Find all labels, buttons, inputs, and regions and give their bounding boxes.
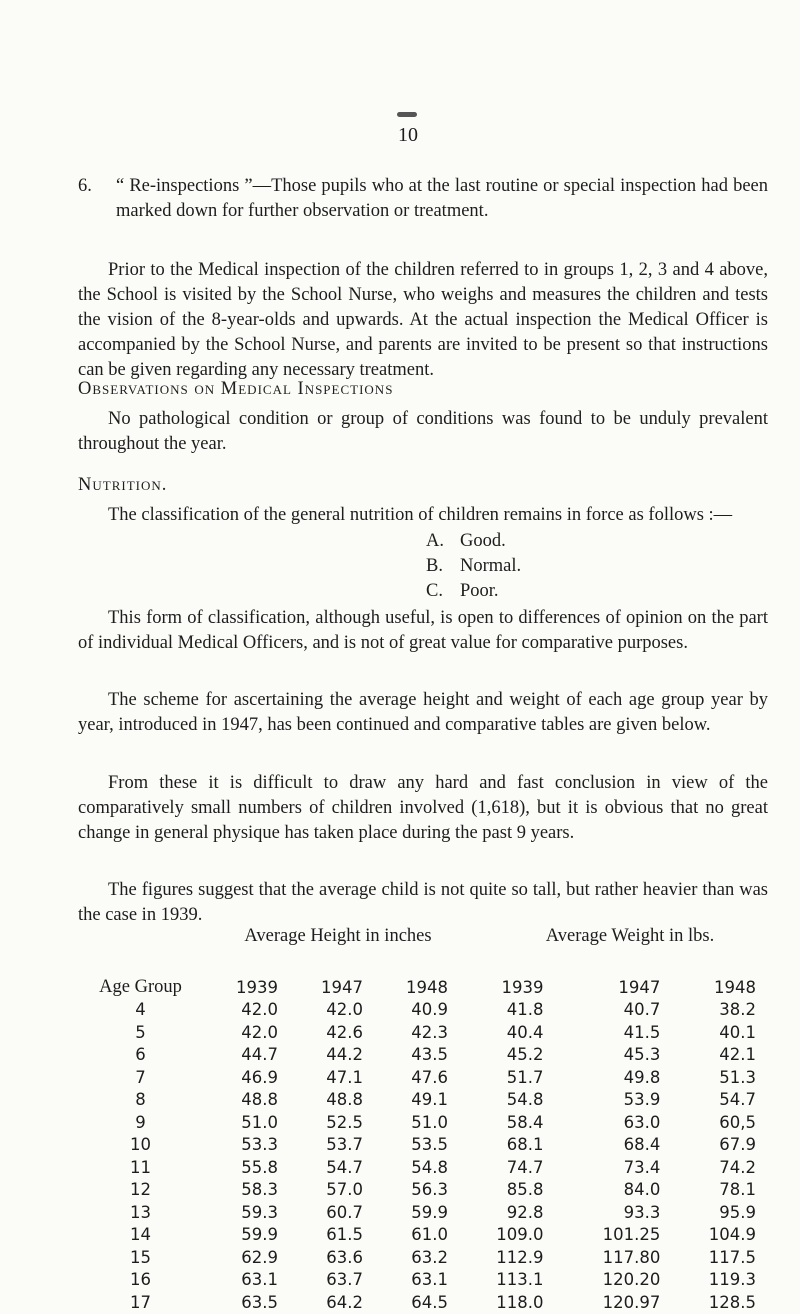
measurement-cell: 61.5 (326, 1225, 363, 1245)
observations-text: No pathological condition or group of conditions was found to be unduly prevalent throughout the year. (78, 409, 768, 454)
measurement-cell: 63.1 (241, 1270, 278, 1290)
age-group-cell: 16 (130, 1270, 151, 1290)
classification-item: A. Good. (426, 531, 506, 551)
measurement-cell: 51.3 (719, 1067, 756, 1087)
table-row (88, 1246, 756, 1269)
measurement-cell: 40.4 (506, 1022, 544, 1042)
measurement-cell: 59.3 (241, 1202, 278, 1222)
measurement-cell: 120.20 (602, 1270, 661, 1290)
conclusion-text: From these it is difficult to draw any hard and fast conclusion in view of the comparatively small numbers of children involved (1,618), but it is obvious that no great change in general physique has taken place during the past 9 years. (78, 773, 768, 843)
classification-intro-text: The classification of the general nutrition of children remains in force as follows :— (108, 505, 733, 525)
page-number: 10 (398, 124, 418, 146)
measurement-cell: 95.9 (719, 1202, 756, 1222)
measurement-cell: 63.5 (241, 1292, 278, 1312)
measurement-cell: 44.7 (241, 1045, 278, 1065)
observations-paragraph (78, 407, 768, 457)
measurement-cell: 54.7 (719, 1090, 756, 1110)
measurement-cell: 104.9 (708, 1225, 756, 1245)
measurement-cell: 38.2 (719, 1000, 756, 1020)
measurement-cell: 68.1 (506, 1135, 544, 1155)
measurement-cell: 113.1 (496, 1270, 544, 1290)
measurement-cell: 49.8 (623, 1067, 661, 1087)
age-group-header: Age Group (99, 976, 182, 997)
table-row (88, 1089, 756, 1112)
measurement-cell: 54.7 (326, 1157, 363, 1177)
measurement-cell: 93.3 (623, 1202, 661, 1222)
measurement-cell: 44.2 (326, 1045, 363, 1065)
measurement-cell: 59.9 (241, 1225, 278, 1245)
classification-note-paragraph (78, 606, 768, 656)
measurement-cell: 40.9 (411, 1000, 448, 1020)
age-group-cell: 12 (130, 1180, 151, 1200)
age-group-cell: 10 (130, 1135, 151, 1155)
age-group-cell: 8 (135, 1090, 146, 1110)
age-group-cell: 11 (130, 1157, 151, 1177)
figures-paragraph (78, 878, 768, 928)
table-header-row (88, 976, 756, 999)
measurement-cell: 45.3 (623, 1045, 661, 1065)
measurement-cell: 58.3 (241, 1180, 278, 1200)
age-group-cell: 13 (130, 1202, 151, 1222)
measurement-cell: 42.6 (326, 1022, 363, 1042)
item-number: 6. (78, 176, 92, 196)
measurement-cell: 42.3 (411, 1022, 448, 1042)
reinspections-text: “ Re-inspections ”—Those pupils who at the last routine or special inspection had been marked down for further observation or treatment. (116, 176, 768, 221)
measurement-cell: 117.80 (602, 1247, 661, 1267)
table-row (88, 1156, 756, 1179)
measurement-cell: 51.7 (506, 1067, 544, 1087)
measurement-cell: 63.6 (326, 1247, 363, 1267)
measurement-cell: 109.0 (496, 1225, 544, 1245)
year-header: 1948 (405, 977, 448, 997)
table-row (88, 1066, 756, 1089)
observations-heading: Observations on Medical Inspections (78, 379, 394, 399)
measurement-cell: 64.2 (326, 1292, 363, 1312)
age-group-cell: 6 (135, 1045, 146, 1065)
measurement-cell: 51.0 (411, 1112, 448, 1132)
measurement-cell: 53.5 (411, 1135, 448, 1155)
reinspections-item (78, 174, 768, 224)
measurement-cell: 74.7 (506, 1157, 544, 1177)
conclusion-paragraph (78, 771, 768, 846)
year-header: 1947 (320, 977, 363, 997)
age-group-cell: 14 (130, 1225, 151, 1245)
measurement-cell: 101.25 (602, 1225, 661, 1245)
measurement-cell: 74.2 (719, 1157, 756, 1177)
table-row (88, 1291, 756, 1314)
measurement-cell: 60.7 (326, 1202, 363, 1222)
measurement-cell: 48.8 (326, 1090, 363, 1110)
measurement-cell: 112.9 (496, 1247, 544, 1267)
table-row (88, 1044, 756, 1067)
measurement-cell: 64.5 (411, 1292, 448, 1312)
measurement-cell: 85.8 (506, 1180, 544, 1200)
prior-text: Prior to the Medical inspection of the children referred to in groups 1, 2, 3 and 4 above, the School is visited by the School Nurse, who weighs and measures the children and tests the vision of the 8-year-olds and upwards. At the actual inspection the Medical Officer is accompanied by the School Nurse, and parents are invited to be present so that instructions can be given regarding any necessary treatment. (78, 260, 768, 380)
measurement-cell: 54.8 (506, 1090, 544, 1110)
measurement-cell: 67.9 (719, 1135, 756, 1155)
measurement-cell: 56.3 (411, 1180, 448, 1200)
measurement-cell: 42.0 (241, 1000, 278, 1020)
year-header: 1939 (235, 977, 278, 997)
measurement-cell: 49.1 (411, 1090, 448, 1110)
age-group-cell: 4 (135, 1000, 146, 1020)
figures-text: The figures suggest that the average child is not quite so tall, but rather heavier than was the case in 1939. (78, 880, 768, 925)
measurement-cell: 53.3 (241, 1135, 278, 1155)
weight-heading: Average Weight in lbs. (545, 926, 715, 946)
measurement-cell: 63.7 (326, 1270, 363, 1290)
measurement-cell: 118.0 (496, 1292, 544, 1312)
measurement-cell: 51.0 (241, 1112, 278, 1132)
nutrition-heading: Nutrition. (78, 475, 168, 495)
measurement-cell: 73.4 (623, 1157, 661, 1177)
table-row (88, 1111, 756, 1134)
measurement-cell: 119.3 (708, 1270, 756, 1290)
measurement-cell: 120.97 (602, 1292, 661, 1312)
measurement-cell: 60,5 (719, 1112, 756, 1132)
table-body (88, 999, 756, 1314)
table-row (88, 1021, 756, 1044)
year-header: 1947 (618, 977, 661, 997)
measurement-cell: 128.5 (708, 1292, 756, 1312)
measurement-cell: 43.5 (411, 1045, 448, 1065)
scheme-text: The scheme for ascertaining the average height and weight of each age group year by year, introduced in 1947, has been continued and comparative tables are given below. (78, 690, 768, 735)
classification-note-text: This form of classification, although useful, is open to differences of opinion on the part of individual Medical Officers, and is not of great value for comparative purposes. (78, 608, 768, 653)
table-row (88, 999, 756, 1022)
table-row (88, 1269, 756, 1292)
measurement-cell: 52.5 (326, 1112, 363, 1132)
measurement-cell: 47.1 (326, 1067, 363, 1087)
table-row (88, 1201, 756, 1224)
classification-intro-paragraph (78, 503, 768, 528)
measurement-cell: 61.0 (411, 1225, 448, 1245)
age-group-cell: 15 (130, 1247, 151, 1267)
scheme-paragraph (78, 688, 768, 738)
measurement-cell: 68.4 (623, 1135, 661, 1155)
table-row (88, 1224, 756, 1247)
measurement-cell: 62.9 (241, 1247, 278, 1267)
measurement-cell: 92.8 (506, 1202, 544, 1222)
measurement-cell: 63.0 (623, 1112, 661, 1132)
measurement-cell: 54.8 (411, 1157, 448, 1177)
table-row (88, 1179, 756, 1202)
height-heading: Average Height in inches (244, 926, 432, 946)
measurement-cell: 59.9 (411, 1202, 448, 1222)
classification-item: B. Normal. (426, 556, 522, 576)
measurement-cell: 45.2 (506, 1045, 544, 1065)
page-mark (397, 112, 417, 117)
measurement-cell: 53.9 (623, 1090, 661, 1110)
measurement-cell: 78.1 (719, 1180, 756, 1200)
measurement-cell: 40.7 (623, 1000, 661, 1020)
age-group-cell: 9 (135, 1112, 146, 1132)
classification-item: C. Poor. (426, 581, 499, 601)
measurement-cell: 63.2 (411, 1247, 448, 1267)
year-header: 1939 (501, 977, 544, 997)
measurement-cell: 117.5 (708, 1247, 756, 1267)
age-group-cell: 7 (135, 1067, 146, 1087)
measurement-cell: 46.9 (241, 1067, 278, 1087)
age-group-cell: 5 (135, 1022, 146, 1042)
table-row (88, 1134, 756, 1157)
age-group-cell: 17 (130, 1292, 151, 1312)
measurement-cell: 42.0 (326, 1000, 363, 1020)
measurement-cell: 41.8 (506, 1000, 544, 1020)
measurement-cell: 63.1 (411, 1270, 448, 1290)
classification-list (426, 529, 521, 604)
measurement-cell: 42.1 (719, 1045, 756, 1065)
height-weight-table (88, 976, 756, 1314)
year-header: 1948 (714, 977, 756, 997)
measurement-cell: 53.7 (326, 1135, 363, 1155)
measurement-cell: 55.8 (241, 1157, 278, 1177)
prior-paragraph (78, 258, 768, 383)
measurement-cell: 84.0 (623, 1180, 661, 1200)
measurement-cell: 42.0 (241, 1022, 278, 1042)
measurement-cell: 41.5 (623, 1022, 661, 1042)
measurement-cell: 40.1 (719, 1022, 756, 1042)
measurement-cell: 57.0 (326, 1180, 363, 1200)
measurement-cell: 58.4 (506, 1112, 544, 1132)
measurement-cell: 47.6 (411, 1067, 448, 1087)
measurement-cell: 48.8 (241, 1090, 278, 1110)
